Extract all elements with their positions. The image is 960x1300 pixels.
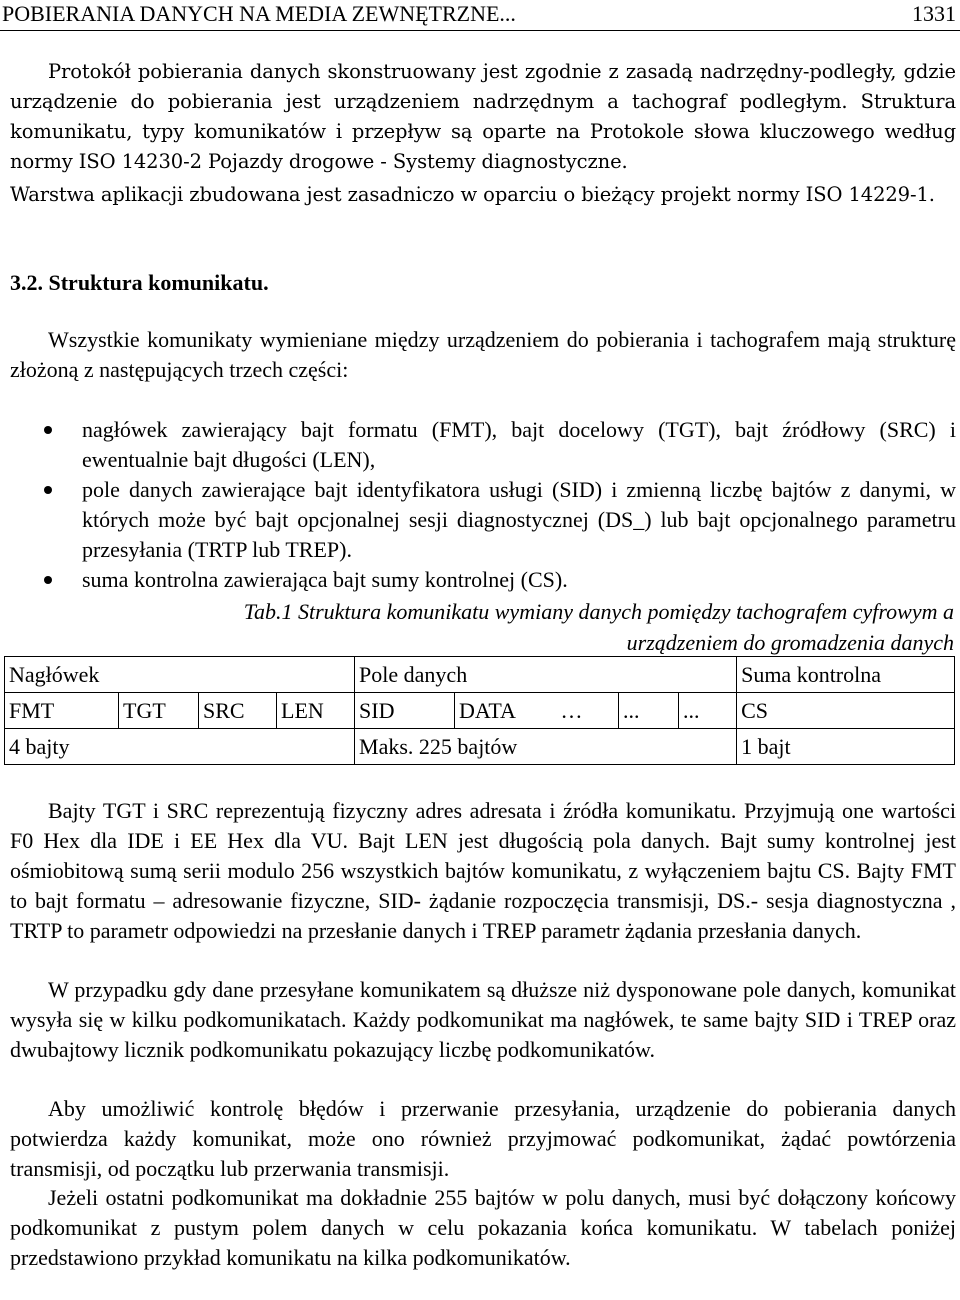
message-structure-table — [4, 656, 955, 765]
table-cell-header: Nagłówek — [5, 657, 355, 693]
table-cell-data: DATA — [455, 693, 557, 729]
table-cell-fmt: FMT — [5, 693, 119, 729]
table-cell-ellipsis-3: ... — [679, 693, 737, 729]
table-cell-data-field: Pole danych — [355, 657, 737, 693]
table-caption — [94, 596, 954, 658]
running-header-title: POBIERANIA DANYCH NA MEDIA ZEWNĘTRZNE... — [2, 1, 516, 26]
bullet-icon — [44, 486, 52, 494]
list-item — [0, 415, 960, 475]
intro-paragraph-2: Warstwa aplikacji zbudowana jest zasadniczo w oparciu o bieżący projekt normy ISO 14229-1. — [10, 183, 935, 206]
table-caption-line-2: urządzeniem do gromadzenia danych — [626, 630, 954, 655]
table-row — [5, 729, 955, 765]
intro-paragraph-1: Protokół pobierania danych skonstruowany jest zgodnie z zasadą nadrzędny-podległy, gdzie urządzenie do pobierania jest urządzeniem nadrzędnym a tachograf podległym. Struktura komunikatu, typy komunikatów i przepływ są oparte na Protokole słowa kluczowego według normy ISO 14230-2 Pojazdy drogowe - Systemy diagnostyczne. — [10, 60, 956, 173]
body-paragraph-4: Jeżeli ostatni podkomunikat ma dokładnie 255 bajtów w polu danych, musi być dołączony końcowy podkomunikat z pustym polem danych w celu pokazania końca komunikatu. W tabelach poniżej przedstawiono przykład komunikatu na kilka podkomunikatów. — [10, 1185, 956, 1270]
table-cell-header-size: 4 bajty — [5, 729, 355, 765]
list-item — [0, 475, 960, 565]
table-cell-data-size: Maks. 225 bajtów — [355, 729, 737, 765]
body-paragraph-1: Bajty TGT i SRC reprezentują fizyczny adres adresata i źródła komunikatu. Przyjmują one wartości F0 Hex dla IDE i EE Hex dla VU. Bajt LEN jest długością pola danych. Bajt sumy kontrolnej jest ośmiobitową sumą serii modulo 256 wszystkich bajtów komunikatu, z wyłączeniem bajtu CS. Bajty FMT to bajt formatu – adresowanie fizyczne, SID- żądanie rozpoczęcia transmisji, DS.- sesja diagnostyczna , TRTP to parametr odpowiedzi na przesłanie danych i TREP parametr żądania przesłania danych. — [10, 798, 956, 943]
bullet-icon — [44, 426, 52, 434]
page-number: 1331 — [912, 1, 956, 26]
table-row — [5, 693, 955, 729]
body-paragraph-2: W przypadku gdy dane przesyłane komunikatem są dłuższe niż dysponowane pole danych, komunikat wysyła się w kilku podkomunikatach. Każdy podkomunikat ma nagłówek, te same bajty SID i TREP oraz dwubajtowy licznik podkomunikatu pokazujący liczbę podkomunikatów. — [10, 977, 956, 1062]
table-cell-checksum: Suma kontrolna — [737, 657, 955, 693]
structure-intro-paragraph: Wszystkie komunikaty wymieniane między urządzeniem do pobierania i tachografem mają strukturę złożoną z następujących trzech części: — [10, 327, 956, 382]
bullet-text: pole danych zawierające bajt identyfikatora usługi (SID) i zmienną liczbę bajtów z danymi, w których może być bajt opcjonalnej sesji diagnostycznej (DS_) lub bajt opcjonalnego parametru przesyłania (TRTP lub TREP). — [82, 477, 956, 562]
table-cell-sid: SID — [355, 693, 455, 729]
bullet-text: nagłówek zawierający bajt formatu (FMT), bajt docelowy (TGT), bajt źródłowy (SRC) i ewentualnie bajt długości (LEN), — [82, 417, 956, 472]
section-heading: 3.2. Struktura komunikatu. — [10, 270, 269, 295]
table-cell-tgt: TGT — [119, 693, 199, 729]
bullet-text: suma kontrolna zawierająca bajt sumy kontrolnej (CS). — [82, 567, 568, 592]
table-caption-line-1: Tab.1 Struktura komunikatu wymiany danych pomiędzy tachografem cyfrowym a — [243, 599, 954, 624]
table-cell-cs: CS — [737, 693, 955, 729]
body-paragraph-3: Aby umożliwić kontrolę błędów i przerwanie przesyłania, urządzenie do pobierania danych potwierdza każdy komunikat, może ono również przyjmować podkomunikat, żądać powtórzenia transmisji, od początku lub przerwania transmisji. — [10, 1096, 956, 1181]
table-cell-src: SRC — [199, 693, 277, 729]
table-cell-ellipsis-1: … — [557, 693, 619, 729]
list-item — [0, 565, 960, 595]
table-cell-ellipsis-2: ... — [619, 693, 679, 729]
structure-bullet-list — [0, 415, 960, 595]
table-cell-len: LEN — [277, 693, 355, 729]
running-header — [0, 0, 960, 31]
table-cell-checksum-size: 1 bajt — [737, 729, 955, 765]
table-row — [5, 657, 955, 693]
bullet-icon — [44, 576, 52, 584]
